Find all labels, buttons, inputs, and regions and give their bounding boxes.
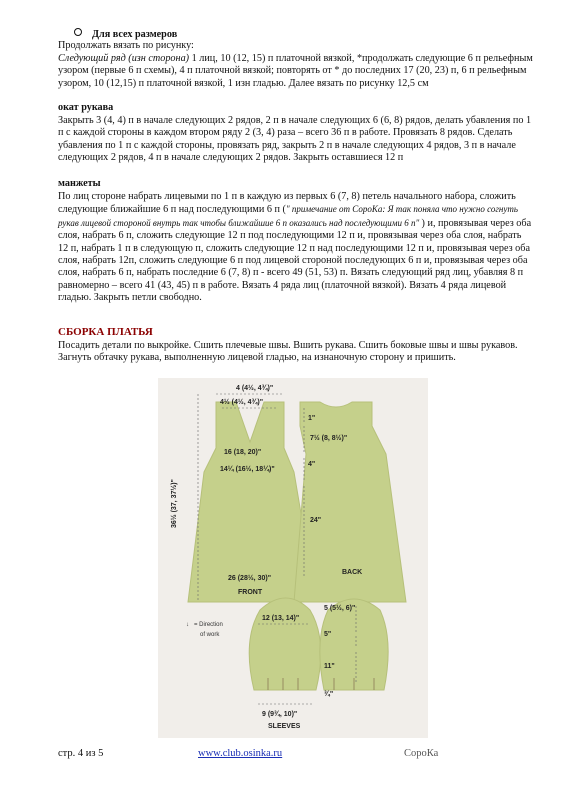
label-waist: 14¼ (16½, 18¼)" xyxy=(220,466,275,473)
label-bust: 16 (18, 20)" xyxy=(224,449,262,456)
label-front: FRONT xyxy=(238,589,263,596)
label-sleeve-cuff: ¾" xyxy=(324,691,334,698)
label-sleeve-cap: 5 (5½, 6)" xyxy=(324,605,356,612)
next-row-paragraph xyxy=(58,53,534,90)
footer-link[interactable]: www.club.osinka.ru xyxy=(198,748,283,759)
label-back: BACK xyxy=(342,569,363,576)
label-direction-2: of work xyxy=(200,632,220,638)
footer-author: СороКа xyxy=(404,748,439,759)
label-sleeve-bottom: 9 (9¾, 10)" xyxy=(262,711,298,718)
label-back-armhole: 7½ (8, 8½)" xyxy=(310,435,348,442)
sleeve-cap-title: окат рукава xyxy=(58,102,114,113)
sleeve-left xyxy=(249,598,321,690)
intro-line: Продолжать вязать по рисунку: xyxy=(58,40,194,51)
heading-all-sizes: Для всех размеров xyxy=(74,28,177,40)
label-sleeve-5: 5" xyxy=(324,631,332,638)
label-neck-width: 4½ (4½, 4¾)" xyxy=(220,399,264,406)
cuffs-text: По лиц стороне набрать лицевыми по 1 п в каждую из первых 6 (7, 8) петель начального набора, сложить следующие ближайшие 6 п над последующими 6 п (" примечание от СороКа: Я так поняла что нужно согнуть рукав лицевой стороной внутрь так чтобы ближайшие 6 п оказались над последующими 6 п" ) и, провязывая через оба слоя, набрать 6 п, сложить следующие 12 п под последующими 12 п и, провязывая через оба слоя, набрать 12 п, набрать 1 п в следующую п, сложить следующие 12 п над последующими 12 п и, провязывая через оба слоя, набрать 12п, сложить следующие 6 п под лицевой стороной последующих 6 п и, провязывая через оба слоя, набрать 6 п, набрать последние 6 (7, 8) п - всего 49 (51, 53) п. Вязать следующий ряд лиц, убавляя 8 п равномерно – всего 41 (43, 45) п в работе. Вязать 4 ряда лиц (платочной вязкой). Вязать 4 ряда лицевой гладью. Закрыть петли свободно. xyxy=(58,191,532,304)
sleeve-right xyxy=(320,599,388,690)
label-back-24: 24" xyxy=(310,517,322,524)
label-sleeves: SLEEVES xyxy=(268,723,301,730)
sleeve-cap-text: Закрыть 3 (4, 4) п в начале следующих 2 рядов, 2 п в начале следующих 6 (6, 8) рядов, делать убавления по 1 п с каждой стороны в каждом втором ряду 2 (3, 4) раза – всего 36 п в работе. Провязать 8 рядов. Сделать убавления по 1 п с каждой стороны, провязать ряд, закрыть 2 п в начале следующих 4 рядов, 3 п в начале следующих 2 рядов, 4 п в начале следующих 2 рядов. Закрыть оставшиеся 12 п xyxy=(58,115,532,164)
next-row-text: 1 лиц, 10 (12, 15) п платочной вязкой, *продолжать следующие 6 п рельефным узором (первые 6 п схемы), 4 п платочной вязкой; повторять от * до последних 17 (20, 23) п, 6 п рельефным узором, 10 (12,15) п платочной вязкой, 1 изн гладью. Далее вязать по рисунку 12,5 см xyxy=(58,53,533,89)
label-back-1: 1" xyxy=(308,415,316,422)
label-hem: 26 (28½, 30)" xyxy=(228,575,272,582)
schematic-figure xyxy=(158,378,428,738)
assembly-title: СБОРКА ПЛАТЬЯ xyxy=(58,326,153,338)
label-length: 36½ (37, 37½)" xyxy=(171,479,178,528)
cuffs-title: манжеты xyxy=(58,178,101,189)
assembly-text: Посадить детали по выкройке. Сшить плечевые швы. Вшить рукава. Сшить боковые швы и швы рукавов. Загнуть обтачку рукава, выполненную лицевой гладью, на изнаночную сторону и пришить. xyxy=(58,340,518,364)
footer-page: стр. 4 из 5 xyxy=(58,748,104,759)
direction-arrow-icon: ↓ xyxy=(186,622,189,628)
next-row-label: Следующий ряд (изн сторона) xyxy=(58,53,190,64)
label-sleeve-11: 11" xyxy=(324,663,335,670)
label-direction-1: = Direction xyxy=(194,622,223,628)
schematic-svg xyxy=(158,378,428,738)
label-top-width: 4 (4½, 4¾)" xyxy=(236,385,274,392)
cuffs-note: " примечание от СороКа: Я так поняла что нужно согнуть рукав лицевой стороной внутрь так чтобы ближайшие 6 п оказались над последующими 6 п" xyxy=(58,204,518,228)
label-back-4: 4" xyxy=(308,461,316,468)
bullet-icon xyxy=(74,28,82,36)
label-sleeve-width: 12 (13, 14)" xyxy=(262,615,300,622)
